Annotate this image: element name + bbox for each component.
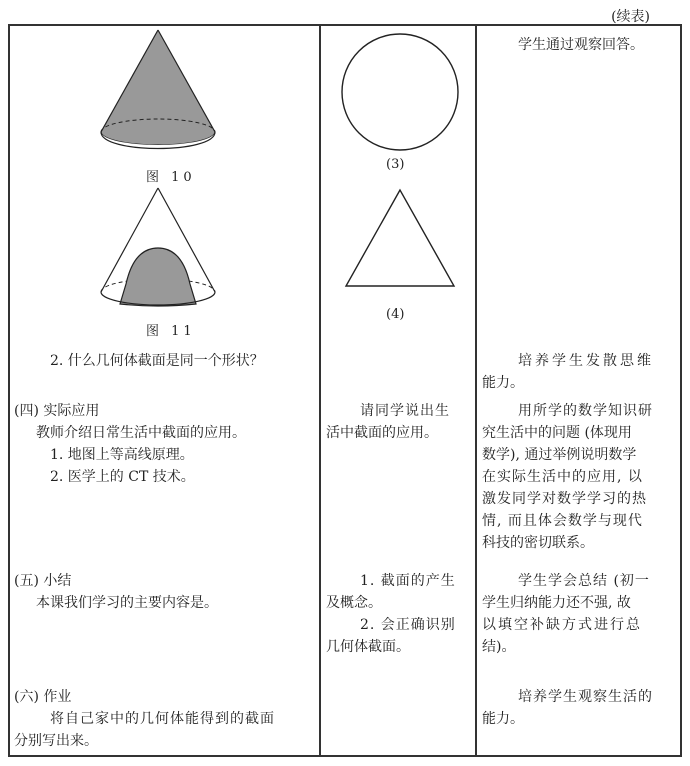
- figure-4-label: (4): [386, 307, 405, 322]
- col3-row-5-line-1: 学生学会总结 (初一: [518, 573, 650, 589]
- section-6-title: (六) 作业: [14, 689, 72, 705]
- figure-11-cone: [98, 186, 218, 326]
- col2-section-4-line-2: 活中截面的应用。: [326, 425, 438, 441]
- col3-row-6-line-1: 培养学生观察生活的: [518, 689, 653, 705]
- figure-11-caption: 图 11: [146, 324, 196, 339]
- col3-row-5-line-3: 以填空补缺方式进行总: [482, 617, 642, 633]
- column-divider-2: [475, 26, 477, 755]
- figure-3-label: (3): [386, 157, 405, 172]
- section-5-title: (五) 小结: [14, 573, 72, 589]
- continued-label: (续表): [611, 9, 650, 25]
- section-4-item-2: 2. 医学上的 CT 技术。: [50, 469, 195, 485]
- circle-figure: [340, 32, 460, 152]
- figure-10-caption: 图 10: [146, 170, 196, 185]
- parabolic-cross-section: [120, 248, 196, 306]
- col3-row-4-line-3: 数学), 通过举例说明数学: [482, 447, 637, 463]
- section-4-item-1: 1. 地图上等高线原理。: [50, 447, 194, 463]
- cone-shaded-cross-section: [101, 30, 215, 145]
- col3-row-6-line-2: 能力。: [482, 711, 524, 727]
- col3-row-5-line-4: 结)。: [482, 639, 516, 655]
- col3-row-2-line-1: 培养学生发散思维: [518, 353, 654, 369]
- col3-row-4-line-1: 用所学的数学知识研: [518, 403, 653, 419]
- triangle-figure: [344, 188, 456, 290]
- col3-row-4-line-7: 科技的密切联系。: [482, 535, 594, 551]
- col2-section-5-line-4: 几何体截面。: [326, 639, 410, 655]
- col2-section-5-line-3: 2. 会正确识别: [360, 617, 456, 633]
- col3-row-4-line-6: 情, 而且体会数学与现代: [482, 513, 643, 529]
- section-4-intro: 教师介绍日常生活中截面的应用。: [36, 425, 246, 441]
- col3-row-1: 学生通过观察回答。: [518, 37, 644, 53]
- col3-row-4-line-5: 激发同学对数学学习的热: [482, 491, 647, 507]
- col3-row-2-line-2: 能力。: [482, 375, 524, 391]
- col3-row-4-line-2: 究生活中的问题 (体现用: [482, 425, 632, 441]
- col3-row-4-line-4: 在实际生活中的应用, 以: [482, 469, 643, 485]
- col2-section-5-line-2: 及概念。: [326, 595, 382, 611]
- col2-section-4-line-1: 请同学说出生: [360, 403, 450, 419]
- question-2: 2. 什么几何体截面是同一个形状？: [50, 353, 264, 369]
- col3-row-5-line-2: 学生归纳能力还不强, 故: [482, 595, 631, 611]
- figure-10-cone: [98, 28, 218, 168]
- section-5-text: 本课我们学习的主要内容是。: [36, 595, 218, 611]
- col2-section-5-line-1: 1. 截面的产生: [360, 573, 456, 589]
- section-4-title: (四) 实际应用: [14, 403, 100, 419]
- section-6-text-line-1: 将自己家中的几何体能得到的截面: [50, 711, 275, 727]
- section-6-text-line-2: 分别写出来。: [14, 733, 98, 749]
- column-divider-1: [319, 26, 321, 755]
- lesson-table: [8, 24, 682, 757]
